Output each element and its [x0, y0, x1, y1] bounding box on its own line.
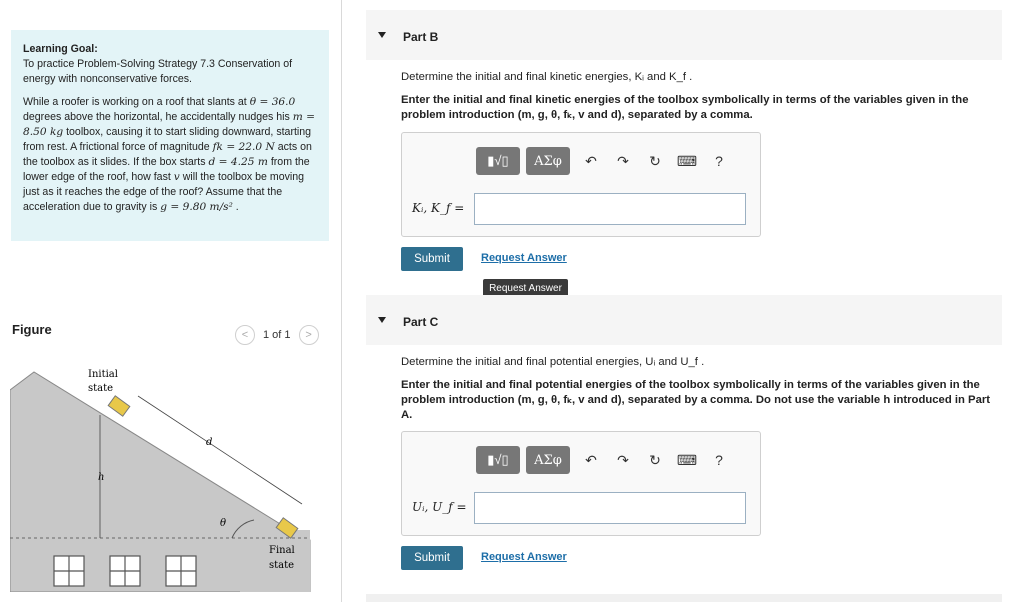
part-b-prompt: Determine the initial and final kinetic energies, Kᵢ and K_f .	[401, 71, 693, 83]
redo-icon[interactable]: ↷	[617, 152, 629, 169]
fig-label-initial-state: state	[88, 383, 114, 394]
keyboard-icon[interactable]: ⌨	[676, 152, 698, 169]
problem-statement: While a roofer is working on a roof that slants at θ = 36.0 degrees above the horizontal, he accidentally nudges his m = 8.50 kg toolbox, causing it to start sliding downward, starting from rest. A frictional force of magnitude fk = 22.0 N acts on the toolbox as it slides. If the box starts d = 4.25 m from the lower edge of the roof, how fast v will the toolbox be moving just as it reaches the edge of the roof? Assume that the acceleration due to gravity is g = 9.80 m/s² .	[23, 96, 316, 213]
part-b-submit-button[interactable]: Submit	[401, 247, 463, 271]
part-b-answer-input[interactable]	[474, 193, 746, 225]
part-c-header[interactable]	[366, 295, 1002, 345]
part-c-answer-label: Uᵢ, U_f =	[412, 500, 467, 514]
undo-icon[interactable]: ↶	[585, 451, 597, 468]
roof-figure	[10, 360, 320, 592]
left-pane	[0, 0, 342, 602]
part-b-instruction: Enter the initial and final kinetic energies of the toolbox symbolically in terms of the variables given in the problem introduction (m, g, θ, fₖ, v and d), separated by a comma.	[401, 94, 969, 121]
prev-figure-button[interactable]: <	[235, 325, 255, 345]
next-figure-button[interactable]: >	[299, 325, 319, 345]
help-icon[interactable]: ?	[715, 452, 723, 468]
right-pane	[366, 0, 1002, 602]
part-b-toolbar	[476, 147, 730, 175]
reset-icon[interactable]: ↻	[649, 451, 661, 468]
figure-title: Figure	[12, 322, 52, 337]
figure-page-indicator: 1 of 1	[263, 329, 291, 341]
redo-icon[interactable]: ↷	[617, 451, 629, 468]
part-c-answer-input[interactable]	[474, 492, 746, 524]
part-c-title: Part C	[403, 315, 439, 329]
undo-icon[interactable]: ↶	[585, 152, 597, 169]
part-c-instruction: Enter the initial and final potential energies of the toolbox symbolically in terms of the variables given in the problem introduction (m, g, θ, fₖ, v and d), separated by a comma. Do not use the variable h introduced in Part A.	[401, 379, 991, 421]
fig-label-h: h	[98, 472, 105, 483]
learning-goal-title: Learning Goal:	[23, 43, 98, 55]
greek-letters-button[interactable]: ΑΣφ	[526, 446, 570, 474]
help-icon[interactable]: ?	[715, 153, 723, 169]
part-b-answer-label: Kᵢ, K_f =	[412, 201, 465, 215]
fig-label-theta: θ	[220, 518, 227, 529]
request-answer-tooltip: Request Answer	[483, 279, 568, 297]
part-c-request-answer-link[interactable]: Request Answer	[481, 551, 567, 563]
collapse-triangle-icon[interactable]	[378, 32, 386, 38]
part-b-request-answer-link[interactable]: Request Answer	[481, 252, 567, 264]
part-b-title: Part B	[403, 30, 439, 44]
part-b-header[interactable]	[366, 10, 1002, 60]
templates-icon[interactable]: ▮√▯	[476, 147, 520, 175]
next-part-header-edge	[366, 594, 1002, 602]
part-b-answer-box	[401, 132, 761, 237]
templates-icon[interactable]: ▮√▯	[476, 446, 520, 474]
part-c-answer-box	[401, 431, 761, 536]
keyboard-icon[interactable]: ⌨	[676, 451, 698, 468]
fig-label-final-state: state	[269, 560, 295, 571]
greek-letters-button[interactable]: ΑΣφ	[526, 147, 570, 175]
collapse-triangle-icon[interactable]	[378, 317, 386, 323]
part-c-submit-button[interactable]: Submit	[401, 546, 463, 570]
reset-icon[interactable]: ↻	[649, 152, 661, 169]
fig-label-final: Final	[269, 545, 295, 556]
learning-goal-box	[11, 30, 329, 241]
learning-goal-text: To practice Problem-Solving Strategy 7.3 Conservation of energy with nonconservative forces.	[23, 58, 293, 85]
part-c-toolbar	[476, 446, 730, 474]
fig-label-initial: Initial	[88, 369, 118, 380]
fig-label-d: d	[206, 437, 213, 448]
figure-pager	[235, 324, 319, 346]
part-c-prompt: Determine the initial and final potential energies, Uᵢ and U_f .	[401, 356, 705, 368]
